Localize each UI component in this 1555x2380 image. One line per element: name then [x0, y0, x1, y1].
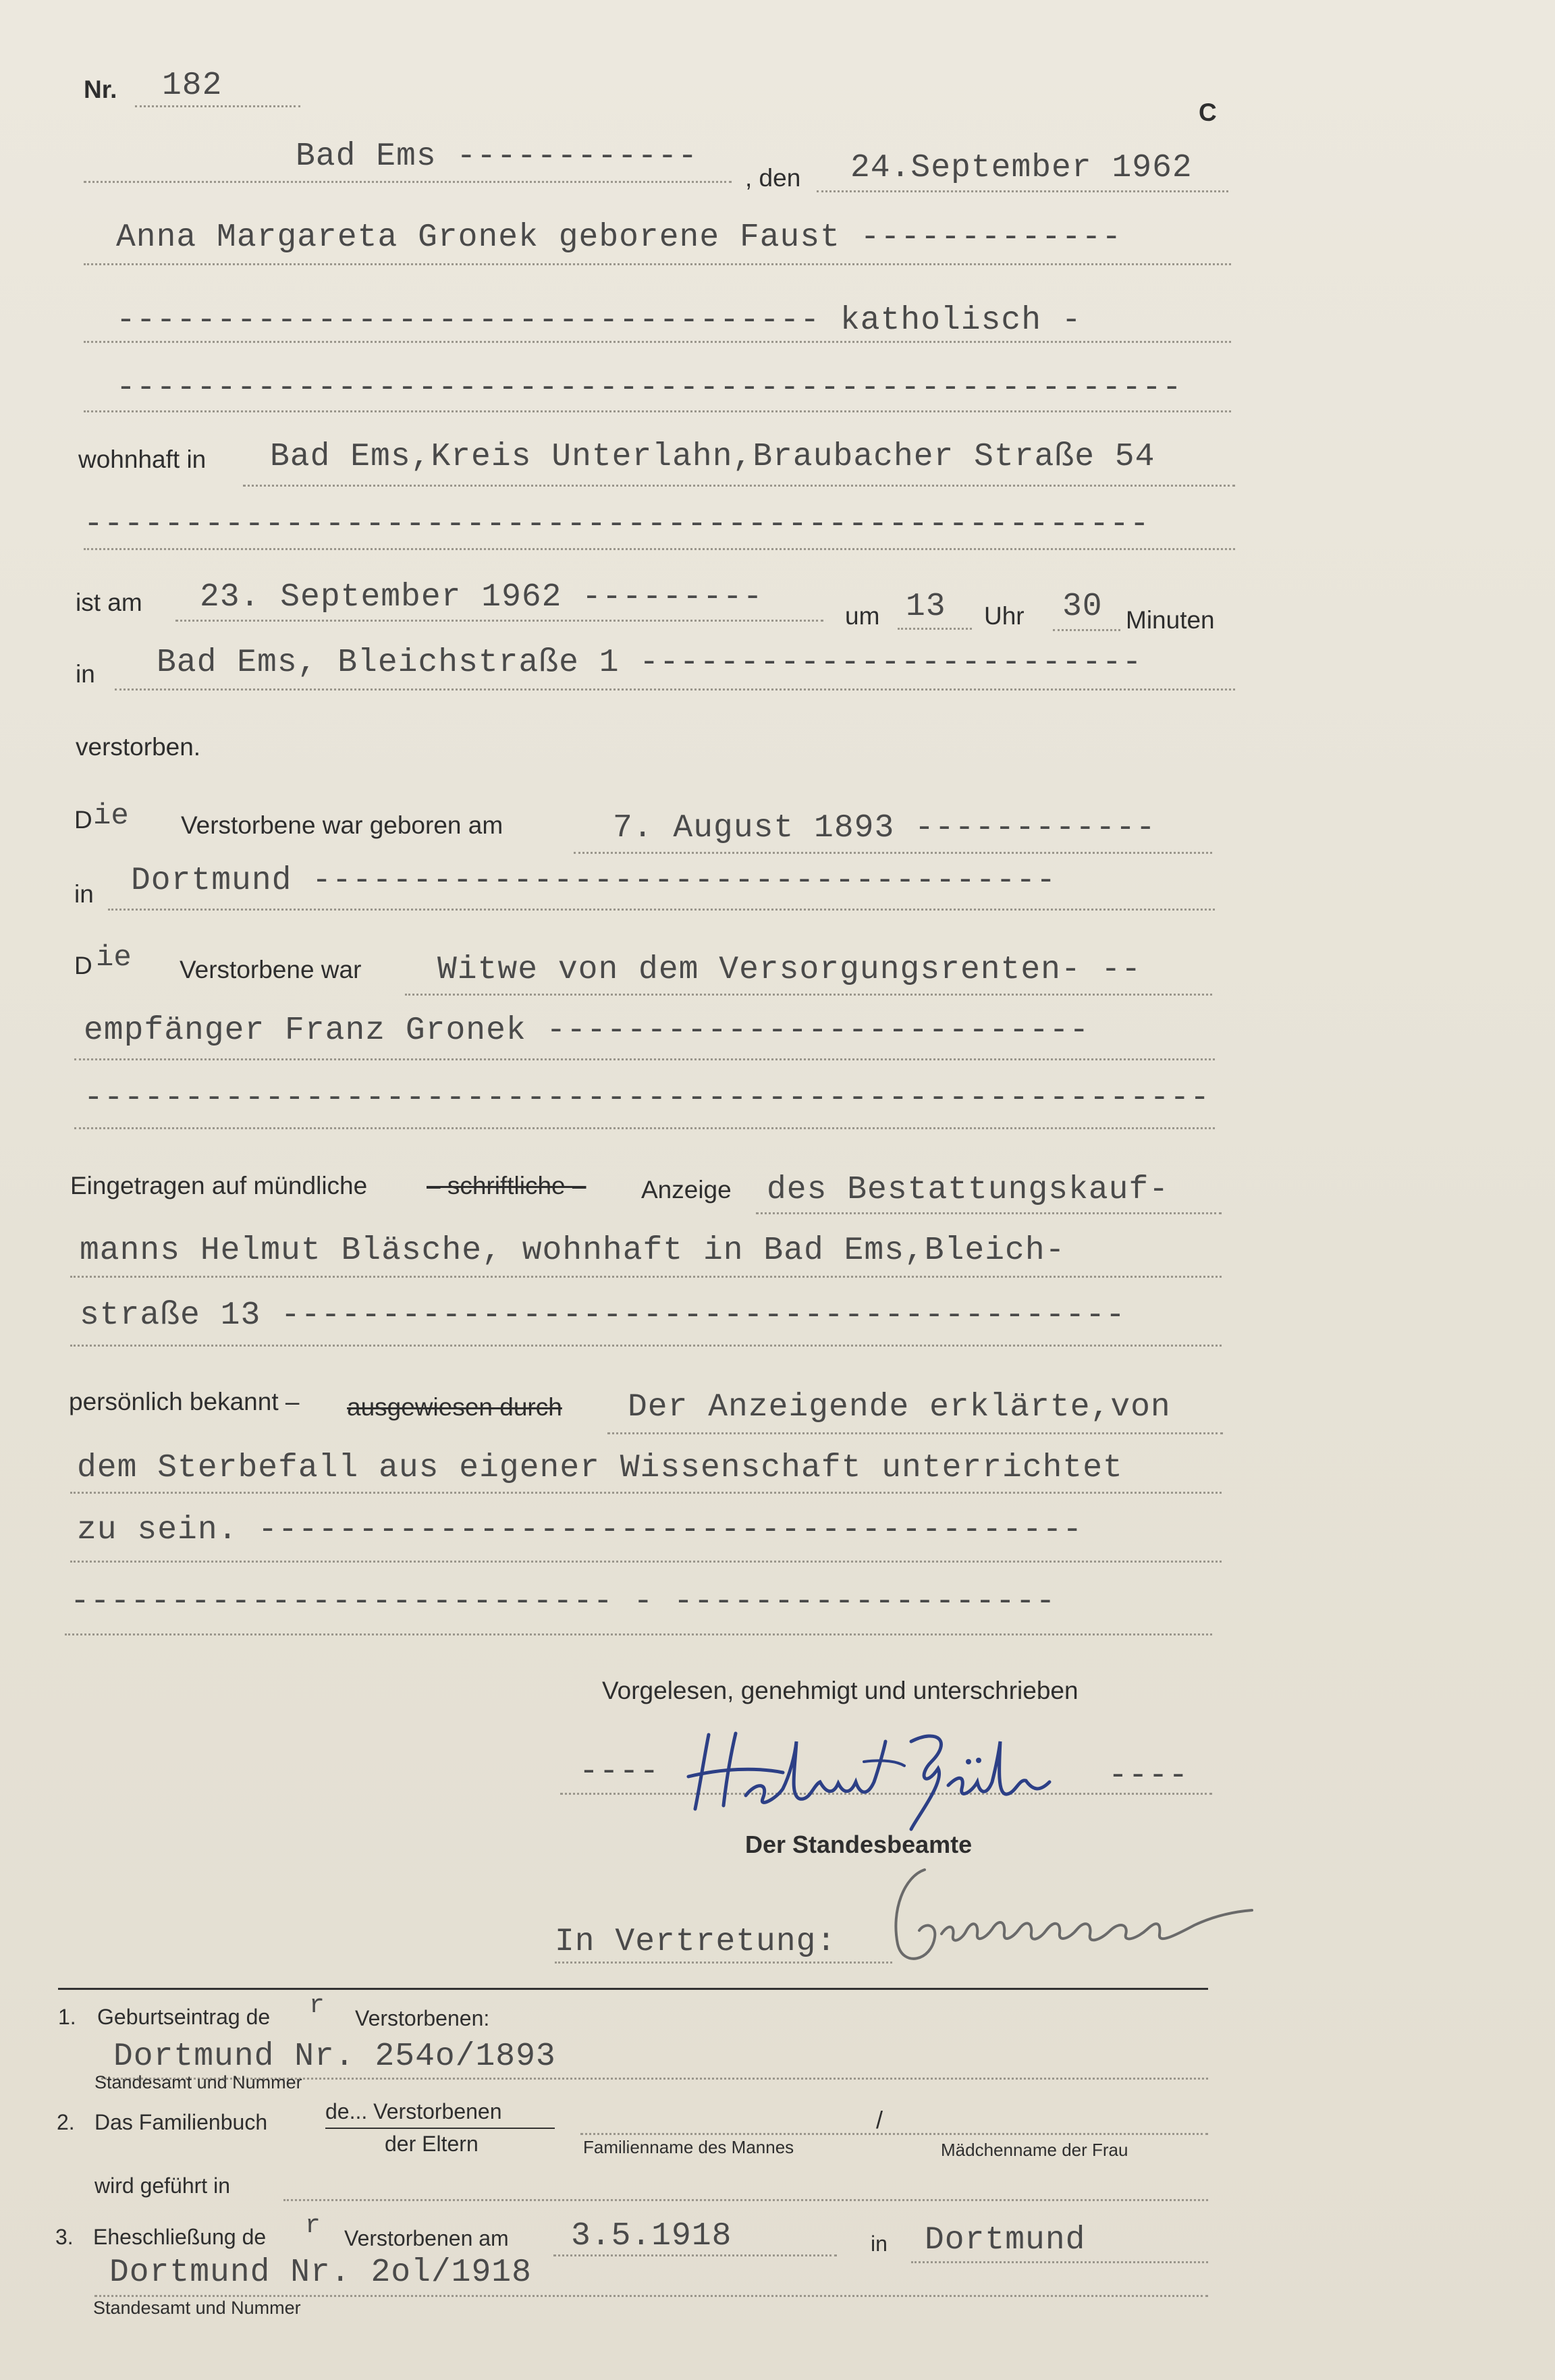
name-dots	[84, 263, 1231, 265]
death-place: Bad Ems, Bleichstraße 1 -------------------------	[157, 645, 1143, 681]
reporter-line3: straße 13 ------------------------------------------	[80, 1297, 1126, 1334]
declaration-line4: --------------------------- - -------------------	[70, 1584, 1056, 1620]
identity-dots-4	[65, 1633, 1212, 1635]
birth-place-dots	[108, 909, 1215, 911]
note1-label: Geburtseintrag de	[97, 2005, 271, 2029]
marriage-place-dots	[911, 2261, 1208, 2263]
reporter-signature	[682, 1714, 1100, 1836]
den-label: , den	[745, 164, 801, 192]
registration-date: 24.September 1962	[850, 150, 1193, 186]
note3-number: 3.	[55, 2225, 74, 2249]
identity-dots-1	[607, 1432, 1223, 1434]
report-dots-3	[70, 1345, 1222, 1347]
report-label-struck: – schriftliche –	[427, 1172, 586, 1199]
report-label-start: Eingetragen auf mündliche	[70, 1172, 368, 1199]
note3-label-mid: Verstorbenen am	[344, 2226, 509, 2250]
death-place-dots	[115, 688, 1235, 691]
status-prefix-typed: ie	[96, 941, 132, 975]
identity-dots-3	[70, 1561, 1222, 1563]
record-number: 182	[162, 67, 223, 104]
corner-letter: C	[1199, 99, 1217, 126]
identity-label-struck: ausgewiesen durch	[347, 1393, 562, 1421]
birth-entry-value: Dortmund Nr. 254o/1893	[113, 2038, 556, 2075]
birth-place-label: in	[74, 880, 94, 908]
birth-date-dots	[574, 852, 1212, 854]
reporter-line2: manns Helmut Bläsche, wohnhaft in Bad Ems,Bleich-	[80, 1233, 1066, 1269]
death-date: 23. September 1962 ---------	[200, 579, 763, 616]
residence-label: wohnhaft in	[78, 445, 207, 473]
death-hour: 13	[906, 589, 946, 625]
marriage-place: Dortmund	[925, 2222, 1086, 2259]
note2-slash: /	[876, 2106, 883, 2134]
minute-dots	[1053, 629, 1120, 631]
residence-value: Bad Ems,Kreis Unterlahn,Braubacher Straße 54	[270, 439, 1155, 475]
uhr-label: Uhr	[984, 602, 1025, 630]
death-place-label: in	[76, 660, 95, 688]
note1-sub: Standesamt und Nummer	[94, 2072, 302, 2092]
note2-label: Das Familienbuch	[94, 2110, 268, 2134]
deputy-dots	[555, 1962, 892, 1964]
note1-typed-suffix: r	[309, 1991, 325, 2020]
note2-dots-top	[580, 2133, 1208, 2135]
um-label: um	[845, 602, 880, 630]
note1-number: 1.	[58, 2005, 76, 2029]
marital-status-line1: Witwe von dem Versorgungsrenten- --	[437, 952, 1142, 988]
read-approved-label: Vorgelesen, genehmigt und unterschrieben	[602, 1677, 1079, 1704]
verstorben-label: verstorben.	[76, 733, 201, 761]
birth-date: 7. August 1893 ------------	[613, 810, 1156, 846]
notes-separator	[58, 1988, 1208, 1990]
note2-husband-caption: Familienname des Mannes	[583, 2137, 794, 2157]
note2-fraction-line	[325, 2128, 555, 2129]
identity-label-start: persönlich bekannt –	[69, 1388, 300, 1415]
registrar-signature	[877, 1849, 1255, 1978]
nr-dotline	[135, 105, 300, 107]
signature-dash-right: ----	[1108, 1758, 1189, 1794]
note3-in-label: in	[871, 2232, 888, 2256]
marital-status-line3: --------------------------------------------------------	[84, 1080, 1211, 1116]
status-prefix: D	[74, 952, 92, 979]
hour-dots	[898, 628, 972, 630]
registrar-title: Der Standesbeamte	[745, 1831, 973, 1858]
registration-place: Bad Ems ------------	[296, 138, 699, 175]
nr-label: Nr.	[84, 76, 117, 103]
religion-line: ----------------------------------- katholisch -	[116, 302, 1082, 339]
minuten-label: Minuten	[1126, 606, 1215, 634]
identity-dots-2	[70, 1492, 1222, 1494]
birth-prefix: D	[74, 806, 92, 834]
birth-prefix-typed: ie	[93, 799, 129, 833]
note2-dots	[283, 2199, 1208, 2201]
deceased-name: Anna Margareta Gronek geborene Faust -------------	[116, 219, 1122, 256]
note2-number: 2.	[57, 2110, 75, 2134]
marriage-date: 3.5.1918	[571, 2218, 732, 2254]
religion-dots	[84, 341, 1231, 343]
birth-place: Dortmund -------------------------------------	[131, 863, 1057, 899]
note2-bottom-option: der Eltern	[385, 2132, 479, 2156]
note2-top-option: de... Verstorbenen	[325, 2099, 502, 2124]
status-label: Verstorbene war	[180, 956, 362, 983]
signature-dash-left: ----	[579, 1754, 660, 1790]
note3-label: Eheschließung de	[93, 2225, 267, 2249]
date-line-dots	[84, 181, 732, 183]
declaration-line3: zu sein. -----------------------------------------	[77, 1512, 1083, 1548]
note1-label-end: Verstorbenen:	[355, 2006, 490, 2030]
note3-dots	[94, 2295, 1208, 2297]
birth-label: Verstorbene war geboren am	[181, 811, 503, 839]
declaration-line2: dem Sterbefall aus eigener Wissenschaft unterrichtet	[77, 1450, 1123, 1486]
report-dots-2	[70, 1276, 1222, 1278]
death-date-dots	[175, 620, 823, 622]
note3-sub: Standesamt und Nummer	[93, 2298, 301, 2318]
reporter-line1: des Bestattungskauf-	[767, 1172, 1170, 1208]
note2-kept-label: wird geführt in	[94, 2173, 230, 2198]
report-label-end: Anzeige	[641, 1176, 732, 1203]
status-dots-3	[74, 1127, 1215, 1129]
deputy-label: In Vertretung:	[555, 1924, 837, 1960]
date-dots	[817, 190, 1228, 192]
person-filler-line: -----------------------------------------------------	[116, 370, 1182, 406]
death-minute: 30	[1062, 589, 1103, 625]
death-date-label: ist am	[76, 589, 142, 616]
note3-typed-suffix: r	[305, 2211, 321, 2240]
note2-maiden-caption: Mädchenname der Frau	[941, 2140, 1128, 2160]
status-dots-2	[74, 1058, 1215, 1060]
marriage-entry-value: Dortmund Nr. 2ol/1918	[109, 2254, 532, 2291]
residence-filler-dots	[84, 548, 1235, 550]
status-dots-1	[405, 994, 1212, 996]
declaration-line1: Der Anzeigende erklärte,von	[628, 1389, 1171, 1426]
residence-filler: -----------------------------------------------------	[84, 506, 1150, 543]
residence-dots	[243, 485, 1235, 487]
marriage-date-dots	[553, 2254, 837, 2256]
report-dots-1	[756, 1212, 1222, 1214]
marital-status-line2: empfänger Franz Gronek ---------------------------	[84, 1012, 1090, 1049]
filler-dots	[84, 410, 1231, 412]
